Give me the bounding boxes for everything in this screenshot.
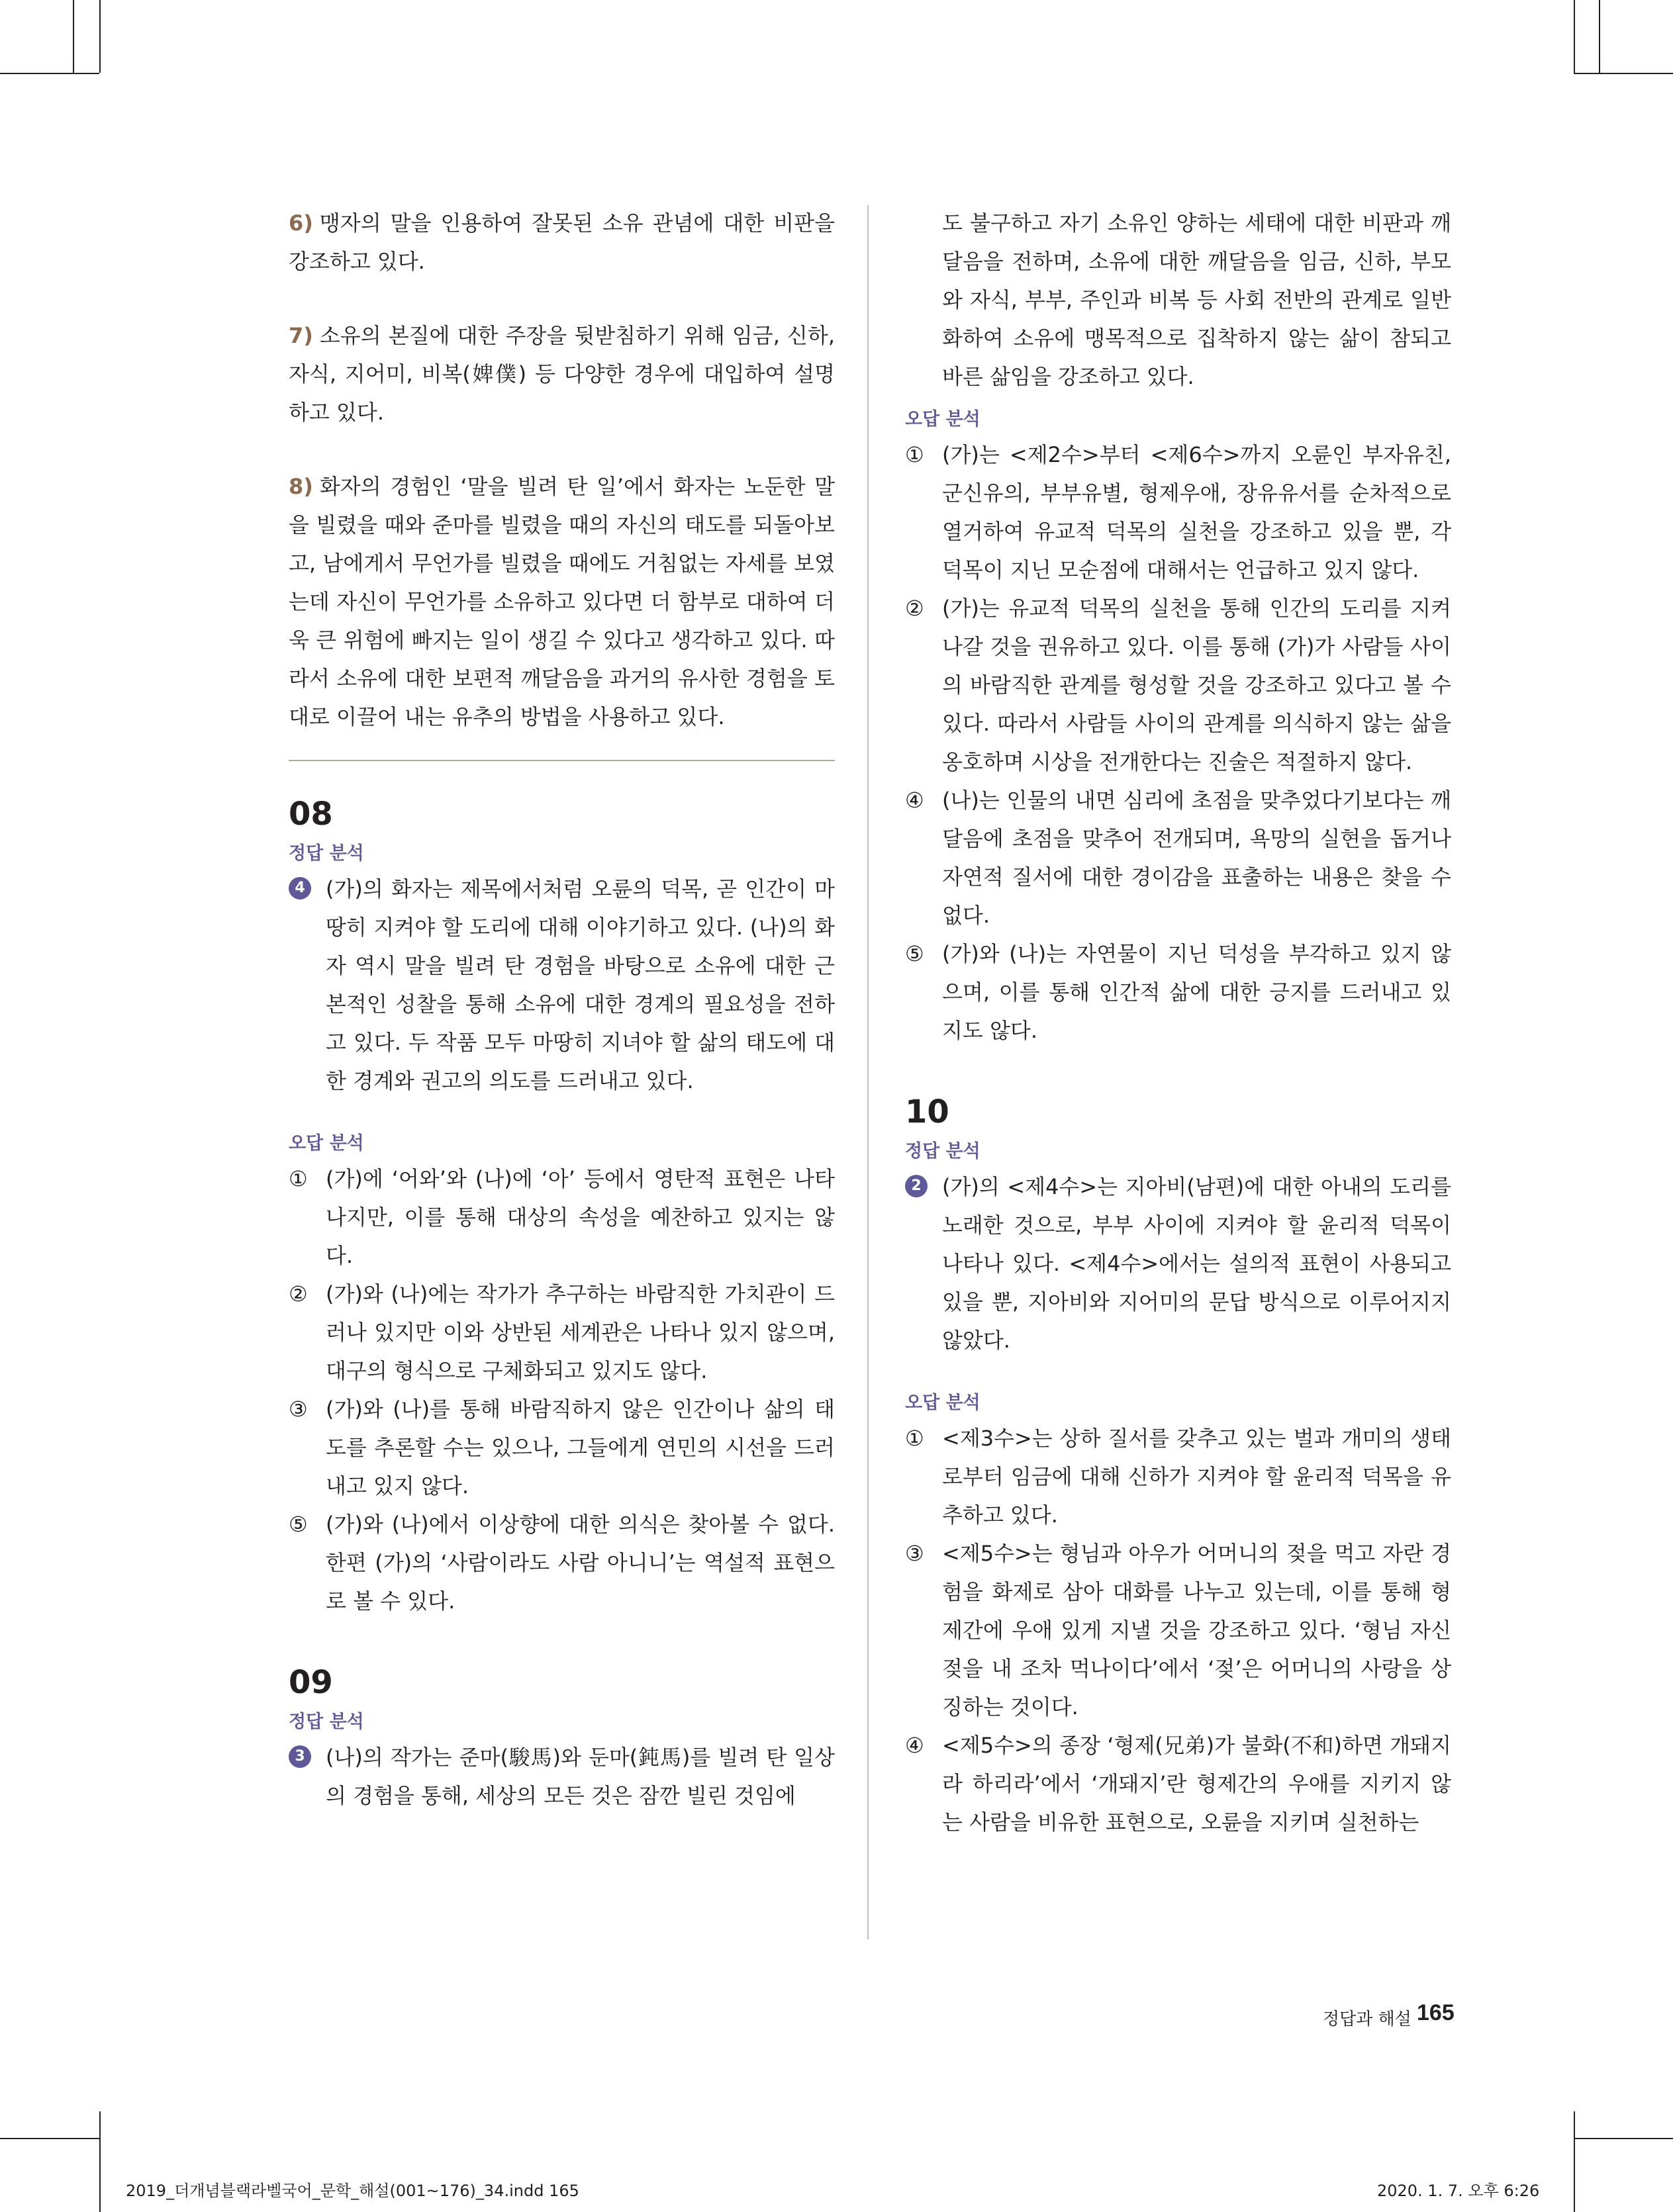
note-8: 8) 화자의 경험인 ‘말을 빌려 탄 일’에서 화자는 노둔한 말을 빌렸을 때와 준마를 빌렸을 때의 자신의 태도를 되돌아보고, 남에게서 무언가를 빌렸을 때에도 거침없는 자세를 보였는데 자신이 무언가를 소유하고 있다면 더 함부로 대하여 더욱 큰 위험에 빠지는 일이 생길 수 있다고 생각하고 있다. 따라서 소유에 대한 보편적 깨달음을 과거의 유사한 경험을 토대로 이끌어 내는 유추의 방법을 사용하고 있다. [289, 474, 835, 729]
note-6: 6) 맹자의 말을 인용하여 잘못된 소유 관념에 대한 비판을 강조하고 있다. [289, 210, 835, 274]
wrong-item: ④ (나)는 인물의 내면 심리에 초점을 맞추었다기보다는 깨달음에 초점을 맞추어 전개되며, 욕망의 실현을 돕거나 자연적 질서에 대한 경이감을 표출하는 내용은 찾을 수 없다. [905, 788, 1451, 928]
print-timestamp: 2020. 1. 7. 오후 6:26 [1377, 2182, 1540, 2200]
answer-badge-icon: 3 [289, 1745, 311, 1768]
wrong-label: 오답 분석 [905, 409, 980, 430]
wrong-item: ① (가)는 <제2수>부터 <제6수>까지 오륜인 부자유친, 군신유의, 부부유별, 형제우애, 장유유서를 순차적으로 열거하여 유교적 덕목의 실천을 강조하고 있을 뿐, 각 덕목이 지닌 모순점에 대해서는 언급하고 있지 않다. [905, 442, 1451, 582]
crop-mark [1574, 73, 1673, 74]
section-divider [289, 760, 835, 761]
answer-item: 4 (가)의 화자는 제목에서처럼 오륜의 덕목, 곧 인간이 마땅히 지켜야 할 도리에 대해 이야기하고 있다. (나)의 화자 역시 말을 빌려 탄 경험을 바탕으로 소유에 대한 근본적인 성찰을 통해 소유에 대한 경계의 필요성을 전하고 있다. 두 작품 모두 마땅히 지녀야 할 삶의 태도에 대한 경계와 권고의 의도를 드러내고 있다. [289, 870, 835, 1100]
crop-mark [1574, 2138, 1673, 2139]
spacer [289, 1100, 835, 1124]
wrong-item: ③ <제5수>는 형님과 아우가 어머니의 젖을 먹고 자란 경험을 화제로 삼아 대화를 나누고 있는데, 이를 통해 형제간에 우애 있게 지낼 것을 강조하고 있다. ‘형님 자신 젖을 내 조차 먹나이다’에서 ‘젖’은 어머니의 사랑을 상징하는 것이다. [905, 1541, 1451, 1720]
question-number: 08 [289, 796, 333, 833]
crop-mark [1574, 2111, 1575, 2212]
crop-mark [0, 73, 99, 74]
crop-mark [99, 0, 101, 73]
spacer [289, 1620, 835, 1663]
wrong-item: ③ (가)와 (나)를 통해 바람직하지 않은 인간이나 삶의 태도를 추론할 수는 있으나, 그들에게 연민의 시선을 드러내고 있지 않다. [289, 1397, 835, 1498]
wrong-item: ⑤ (가)와 (나)는 자연물이 지닌 덕성을 부각하고 있지 않으며, 이를 통해 인간적 삶에 대한 긍지를 드러내고 있지도 않다. [905, 941, 1451, 1043]
answer-label: 정답 분석 [905, 1141, 980, 1162]
answer-item-continued: 도 불구하고 자기 소유인 양하는 세태에 대한 비판과 깨달음을 전하며, 소유에 대한 깨달음을 임금, 신하, 부모와 자식, 부부, 주인과 비복 등 사회 전반의 관계로 일반화하여 소유에 맹목적으로 집착하지 않는 삶이 참되고 바른 삶임을 강조하고 있다. [942, 210, 1451, 389]
answer-badge-icon: 2 [905, 1175, 928, 1197]
answer-badge-icon: 4 [289, 877, 311, 899]
section-label: 정답과 해설 [1323, 2009, 1411, 2029]
right-column [905, 204, 1451, 1841]
column-divider [867, 205, 869, 1939]
crop-mark [1574, 0, 1575, 73]
question-number: 09 [289, 1664, 333, 1701]
left-column [289, 204, 835, 1815]
crop-mark [99, 2111, 101, 2212]
file-info: 2019_더개념블랙라벨국어_문학_해설(001~176)_34.indd 165 [126, 2182, 579, 2200]
crop-mark [73, 0, 74, 73]
answer-label: 정답 분석 [289, 1712, 364, 1732]
question-number: 10 [905, 1093, 949, 1130]
crop-mark [0, 2138, 99, 2139]
spacer [905, 1359, 1451, 1383]
spacer [905, 1050, 1451, 1092]
note-7: 7) 소유의 본질에 대한 주장을 뒷받침하기 위해 임금, 신하, 자식, 지어미, 비복(婢僕) 등 다양한 경우에 대입하여 설명하고 있다. [289, 323, 835, 425]
wrong-item: ④ <제5수>의 종장 ‘형제(兄弟)가 불화(不和)하면 개돼지라 하리라’에서 ‘개돼지’란 형제간의 우애를 지키지 않는 사람을 비유한 표현으로, 오륜을 지키며 실천하는 [905, 1733, 1451, 1835]
wrong-label: 오답 분석 [905, 1393, 980, 1413]
wrong-item: ② (가)와 (나)에는 작가가 추구하는 바람직한 가치관이 드러나 있지만 이와 상반된 세계관은 나타나 있지 않으며, 대구의 형식으로 구체화되고 있지도 않다. [289, 1281, 835, 1383]
wrong-label: 오답 분석 [289, 1133, 364, 1154]
answer-item: 2 (가)의 <제4수>는 지아비(남편)에 대한 아내의 도리를 노래한 것으로, 부부 사이에 지켜야 할 윤리적 덕목이 나타나 있다. <제4수>에서는 설의적 표현이 사용되고 있을 뿐, 지아비와 지어미의 문답 방식으로 이루어지지 않았다. [905, 1168, 1451, 1359]
page-number: 165 [1417, 2000, 1455, 2025]
wrong-item: ⑤ (가)와 (나)에서 이상향에 대한 의식은 찾아볼 수 없다. 한편 (가)의 ‘사람이라도 사람 아니니’는 역설적 표현으로 볼 수 있다. [289, 1512, 835, 1614]
wrong-item: ① <제3수>는 상하 질서를 갖추고 있는 벌과 개미의 생태로부터 임금에 대해 신하가 지켜야 할 윤리적 덕목을 유추하고 있다. [905, 1426, 1451, 1528]
crop-mark [1599, 0, 1600, 73]
answer-item: 3 (나)의 작가는 준마(駿馬)와 둔마(鈍馬)를 빌려 탄 일상의 경험을 통해, 세상의 모든 것은 잠깐 빌린 것임에 [289, 1738, 835, 1815]
wrong-item: ① (가)에 ‘어와’와 (나)에 ‘아’ 등에서 영탄적 표현은 나타나지만, 이를 통해 대상의 속성을 예찬하고 있지는 않다. [289, 1166, 835, 1268]
wrong-item: ② (가)는 유교적 덕목의 실천을 통해 인간의 도리를 지켜 나갈 것을 권유하고 있다. 이를 통해 (가)가 사람들 사이의 바람직한 관계를 형성할 것을 강조하고 있다고 볼 수 있다. 따라서 사람들 사이의 관계를 의식하지 않는 삶을 옹호하며 시상을 전개한다는 진술은 적절하지 않다. [905, 596, 1451, 774]
answer-label: 정답 분석 [289, 843, 364, 864]
